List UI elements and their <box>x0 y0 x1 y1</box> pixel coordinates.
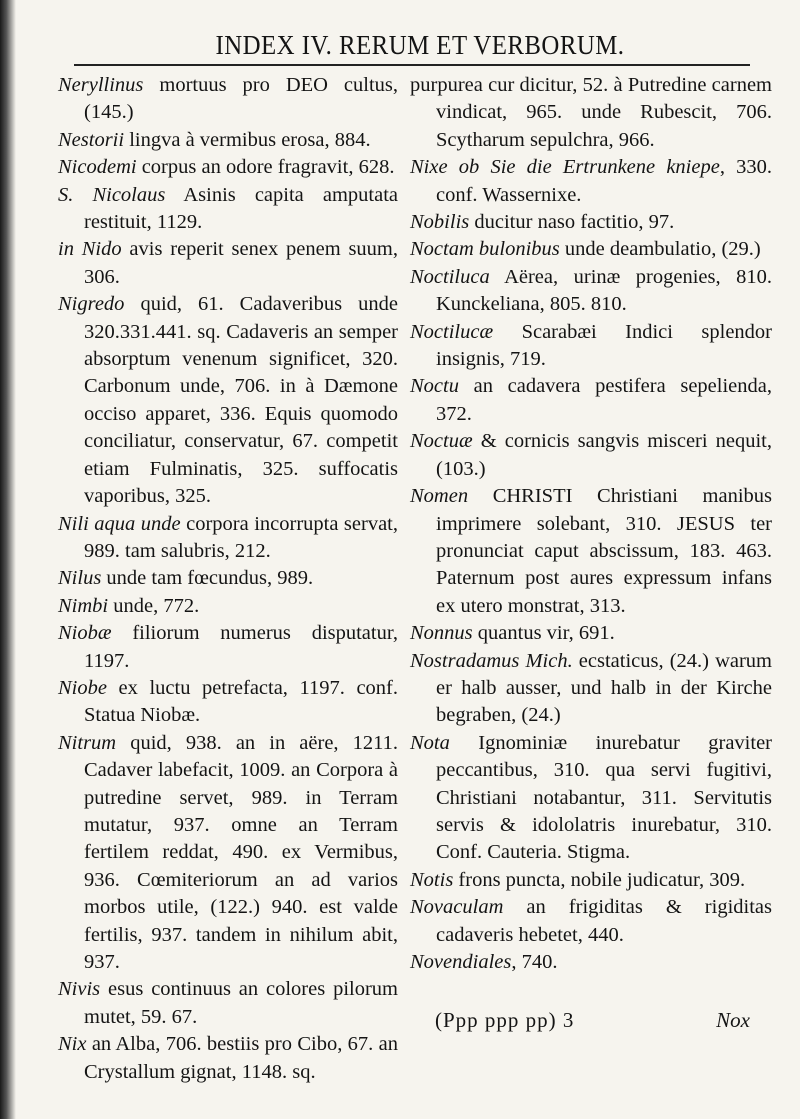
index-entry <box>410 264 772 319</box>
left-column <box>58 72 398 1086</box>
header-rule <box>74 64 750 66</box>
index-entry <box>410 72 772 154</box>
index-entry <box>410 620 772 647</box>
entry-lemma: Nicodemi <box>58 156 137 179</box>
index-entry <box>410 209 772 236</box>
index-entry <box>58 730 398 977</box>
page-binding-shadow <box>0 0 16 1119</box>
index-entry <box>58 72 398 127</box>
entry-text: mortuus pro DEO cultus, (145.) <box>84 74 398 124</box>
entry-text: , 740. <box>511 951 558 973</box>
entry-lemma: S. Nicolaus <box>58 183 166 206</box>
index-entry <box>58 182 398 237</box>
entry-text: an Alba, 706. bestiis pro Cibo, 67. an Crystallum gignat, 1148. sq. <box>84 1033 398 1083</box>
running-header: INDEX IV. RERUM ET VERBORUM. <box>215 30 625 60</box>
index-entry <box>58 675 398 730</box>
entry-lemma: Nonnus <box>410 622 473 645</box>
index-entry <box>410 236 772 263</box>
index-entry <box>410 319 772 374</box>
entry-lemma: Nili aqua unde <box>58 512 181 535</box>
entry-text: Asinis capita amputata restituit, 1129. <box>84 183 398 234</box>
index-entry <box>410 648 772 730</box>
entry-text: corpus an odore fragravit, 628. <box>136 156 395 179</box>
index-entry <box>410 483 772 620</box>
entry-lemma: Nestorii <box>58 128 125 151</box>
entry-text: CHRISTI Christiani manibus imprimere solebant, 310. JESUS ter pronunciat caput abscissum, 183. 463. Paternum post aures expressum infans ex utero monstrat, 313. <box>436 485 772 617</box>
entry-lemma: Neryllinus <box>58 74 144 96</box>
index-entry <box>410 949 772 976</box>
index-entry <box>58 291 398 510</box>
index-entry <box>410 730 772 867</box>
entry-lemma: Notis <box>410 868 454 891</box>
entry-text: unde deambulatio, (29.) <box>559 238 761 261</box>
entry-lemma: Nota <box>410 731 450 754</box>
index-entry <box>410 373 772 428</box>
entry-lemma: Noctu <box>410 375 459 398</box>
entry-text: avis reperit senex penem suum, 306. <box>84 238 398 288</box>
entry-text: filiorum numerus disputatur, 1197. <box>84 622 398 672</box>
index-entry <box>410 894 772 949</box>
index-entry <box>410 867 772 894</box>
entry-text: Scarabæi Indici splendor insignis, 719. <box>436 320 772 371</box>
right-column <box>410 72 772 976</box>
entry-text: an cadavera pestifera sepelienda, 372. <box>436 375 772 425</box>
entry-text: Ignominiæ inurebatur graviter peccantibus, 310. qua servi fugitivi, Christiani notabantur, 311. Servitutis servis & idololatris inurebatur, 310. Conf. Cauteria. Stigma. <box>436 731 772 864</box>
entry-text: lingva à vermibus erosa, 884. <box>124 128 371 151</box>
index-entry <box>58 127 398 154</box>
entry-lemma: Noctuæ <box>410 430 473 453</box>
index-entry <box>58 593 398 620</box>
entry-text: unde tam fœcundus, 989. <box>101 567 314 590</box>
index-entry <box>58 620 398 675</box>
entry-text: , 330. conf. Wassernixe. <box>436 156 772 206</box>
entry-text: & cornicis sangvis misceri nequit, (103.) <box>436 430 772 480</box>
entry-text: quid, 61. Cadaveribus unde 320.331.441. sq. Cadaveris an semper absorptum venenum significet, 320. Carbonum unde, 706. in à Dæmone occiso apparet, 336. Equis quomodo conciliatur, conservatur, 67. competit etiam Fulminatis, 325. suffocatis vaporibus, 325. <box>84 293 398 508</box>
entry-lemma: Novaculam <box>410 896 504 919</box>
entry-lemma: Nigredo <box>58 293 125 316</box>
entry-lemma: in Nido <box>58 238 122 261</box>
index-entry <box>58 511 398 566</box>
entry-lemma: Novendiales <box>410 951 512 973</box>
entry-lemma: Nixe ob Sie die Ertrunkene kniepe <box>410 156 720 179</box>
entry-text: Aërea, urinæ progenies, 810. Kunckeliana, 805. 810. <box>436 265 772 316</box>
entry-text: frons puncta, nobile judicatur, 309. <box>453 868 746 891</box>
entry-lemma: Noctiluca <box>410 265 490 288</box>
index-entry <box>58 565 398 592</box>
entry-lemma: Niobæ <box>58 622 112 645</box>
entry-lemma: Nostradamus Mich. <box>410 649 573 672</box>
entry-text: quid, 938. an in aëre, 1211. Cadaver labefacit, 1009. an Corpora à putredine servet, 989. in Terram mutatur, 937. omne an Terram fertilem reddat, 490. ex Vermibus, 936. Cœmiteriorum an ad varios morbos utile, (122.) 940. est valde fertilis, 937. tandem in nihilum abit, 937. <box>84 731 398 973</box>
entry-text: corpora incorrupta servat, 989. tam salubris, 212. <box>84 512 399 562</box>
entry-text: ex luctu petrefacta, 1197. conf. Statua Niobæ. <box>84 676 398 727</box>
entry-text: an frigiditas & rigiditas cadaveris hebetet, 440. <box>436 896 772 946</box>
entry-text: purpurea cur dicitur, 52. à Putredine carnem vindicat, 965. unde Rubescit, 706. Scytharum sepulchra, 966. <box>410 74 772 151</box>
index-entry <box>410 428 772 483</box>
entry-text: esus continuus an colores pilorum mutet, 59. 67. <box>84 978 398 1028</box>
index-entry <box>58 976 398 1031</box>
index-entry <box>58 1031 398 1086</box>
index-entry <box>58 154 398 181</box>
entry-lemma: Niobe <box>58 676 107 699</box>
entry-lemma: Nomen <box>410 485 469 508</box>
entry-text: ecstaticus, (24.) warum er halb ausser, und halb in der Kirche begraben, (24.) <box>436 649 772 727</box>
entry-lemma: Nilus <box>58 567 102 590</box>
entry-lemma: Nivis <box>58 978 101 1001</box>
entry-lemma: Nix <box>58 1033 87 1056</box>
index-entry <box>58 236 398 291</box>
entry-lemma: Nimbi <box>58 594 109 617</box>
entry-text: unde, 772. <box>108 594 200 617</box>
entry-text: quantus vir, 691. <box>472 622 615 645</box>
signature-mark: (Ppp ppp pp) 3 <box>435 1008 575 1032</box>
index-entry <box>410 154 772 209</box>
entry-lemma: Nitrum <box>58 731 117 754</box>
entry-lemma: Nobilis <box>410 211 470 234</box>
catchword: Nox <box>716 1008 750 1032</box>
entry-lemma: Noctilucæ <box>410 320 494 343</box>
entry-lemma: Noctam bulonibus <box>410 238 560 261</box>
entry-text: ducitur naso factitio, 97. <box>469 211 675 234</box>
